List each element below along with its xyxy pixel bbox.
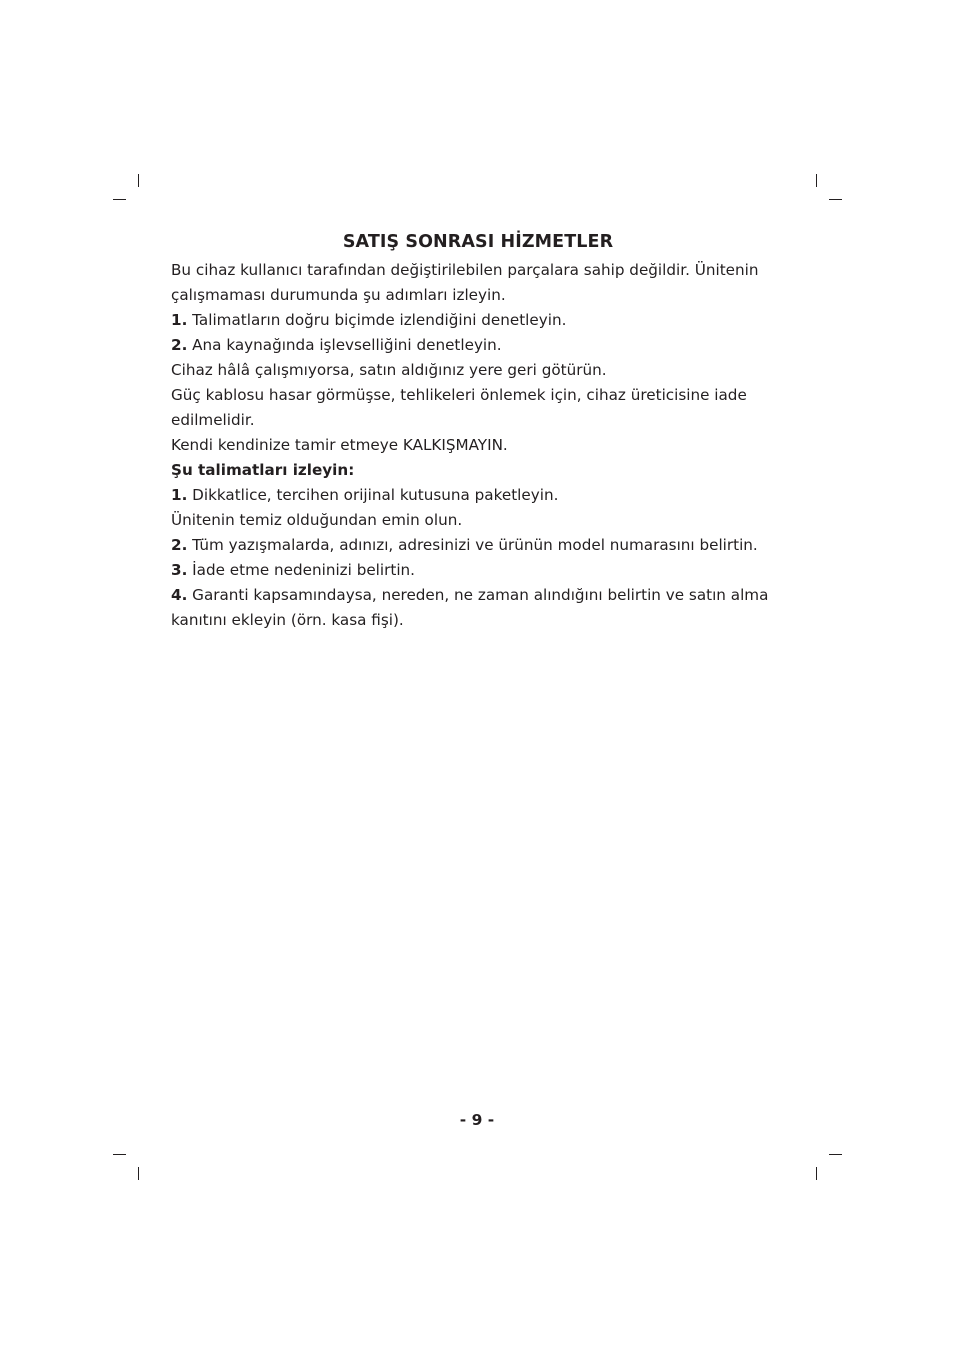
crop-mark-top-left-horizontal [113,199,126,200]
paragraph-text: İade etme nedeninizi belirtin. [192,561,415,579]
step-number: 3. [171,561,188,579]
document-body [171,228,785,633]
paragraph-text: Ünitenin temiz olduğundan emin olun. [171,511,463,529]
paragraph [171,508,785,533]
paragraph-text: Cihaz hâlâ çalışmıyorsa, satın aldığınız yere geri götürün. [171,361,607,379]
paragraph [171,533,785,558]
paragraph-text: Talimatların doğru biçimde izlendiğini denetleyin. [192,311,567,329]
step-number: 1. [171,311,188,329]
step-number: 2. [171,336,188,354]
paragraph [171,358,785,383]
paragraph [171,258,785,308]
paragraph [171,558,785,583]
page-title: SATIŞ SONRASI HİZMETLER [342,232,614,252]
paragraph-list [171,258,785,633]
paragraph [171,433,785,458]
crop-mark-top-right-vertical [816,174,817,187]
paragraph-text: Ana kaynağında işlevselliğini denetleyin. [192,336,502,354]
paragraph-text: Bu cihaz kullanıcı tarafından değiştirilebilen parçalara sahip değildir. Ünitenin çalışmaması durumunda şu adımları izleyin. [171,261,759,304]
crop-mark-bottom-left-horizontal [113,1154,126,1155]
paragraph-text: Şu talimatları izleyin: [171,461,355,479]
paragraph [171,308,785,333]
paragraph-text: Güç kablosu hasar görmüşse, tehlikeleri önlemek için, cihaz üreticisine iade edilmelidir. [171,386,747,429]
crop-mark-top-left-vertical [138,174,139,187]
paragraph-text: Garanti kapsamındaysa, nereden, ne zaman alındığını belirtin ve satın alma kanıtını ekleyin (örn. kasa fişi). [171,586,769,629]
crop-mark-bottom-right-horizontal [829,1154,842,1155]
paragraph-text: Kendi kendinize tamir etmeye KALKIŞMAYIN. [171,436,508,454]
paragraph [171,383,785,433]
paragraph-text: Dikkatlice, tercihen orijinal kutusuna paketleyin. [192,486,559,504]
step-number: 2. [171,536,188,554]
crop-mark-top-right-horizontal [829,199,842,200]
step-number: 4. [171,586,188,604]
paragraph [171,583,785,633]
step-number: 1. [171,486,188,504]
crop-mark-bottom-right-vertical [816,1167,817,1180]
paragraph [171,333,785,358]
paragraph [171,458,785,483]
paragraph-text: Tüm yazışmalarda, adınızı, adresinizi ve ürünün model numarasını belirtin. [192,536,758,554]
paragraph [171,483,785,508]
page-number: - 9 - [459,1111,495,1129]
crop-mark-bottom-left-vertical [138,1167,139,1180]
